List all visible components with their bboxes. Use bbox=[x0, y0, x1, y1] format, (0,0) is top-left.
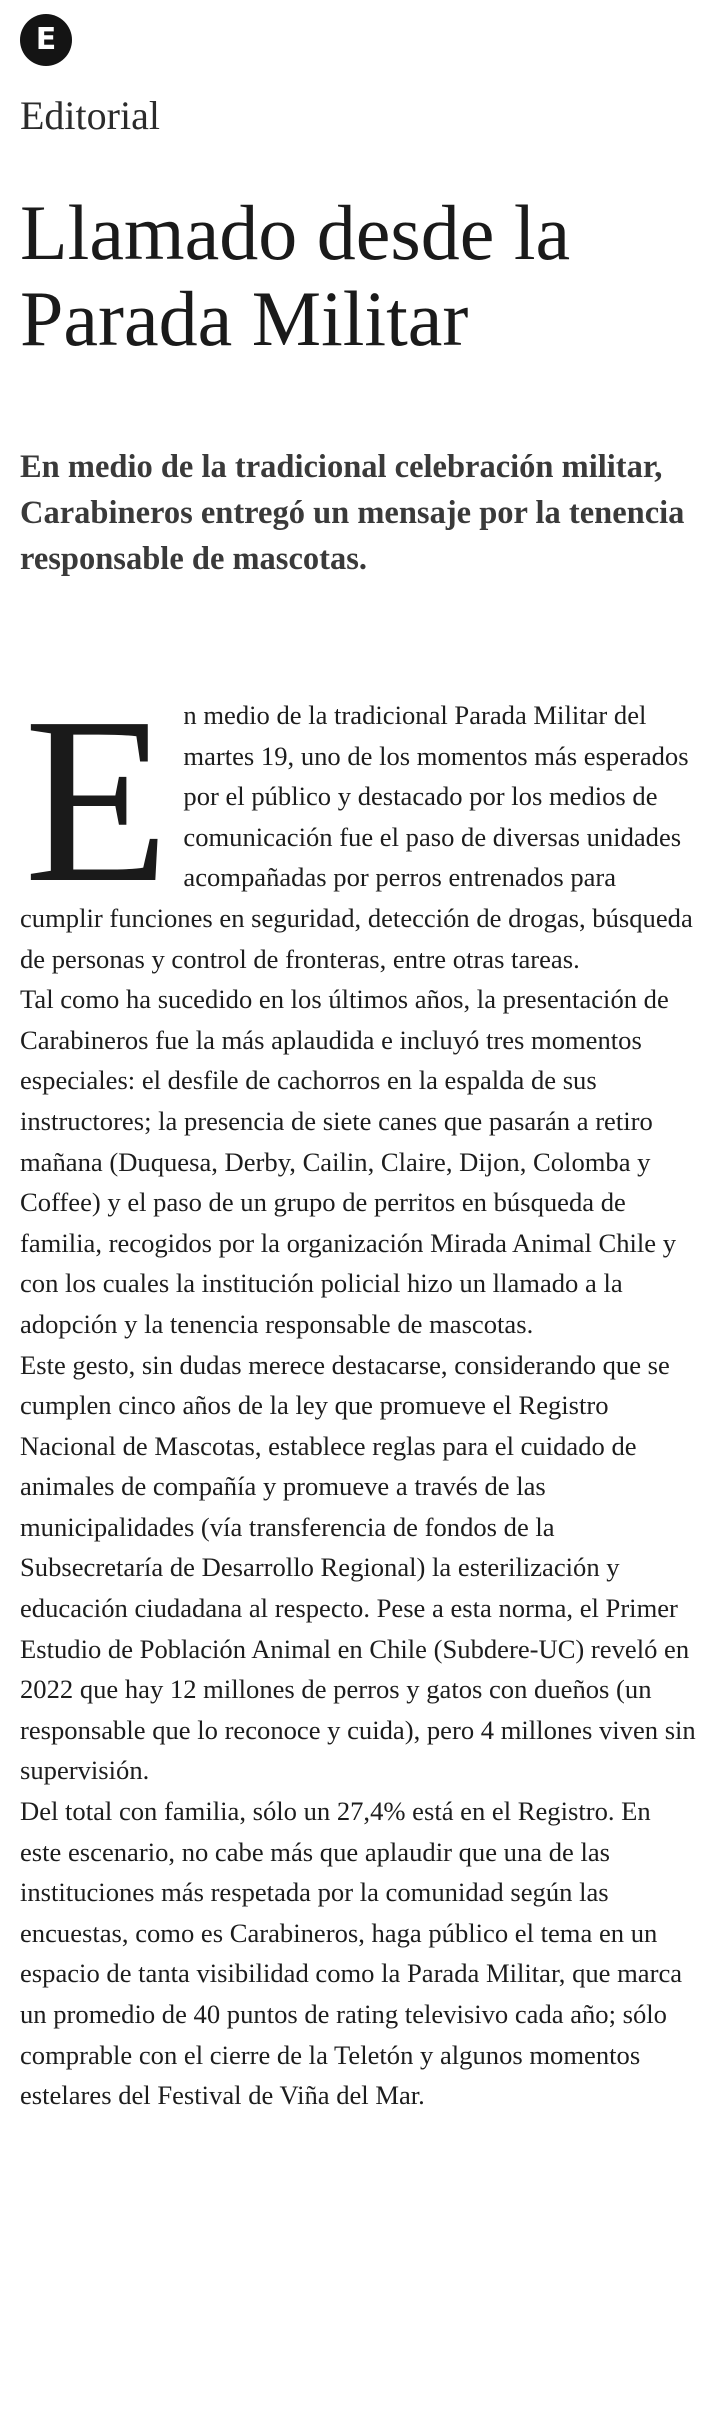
section-label: Editorial bbox=[20, 93, 160, 138]
article-lede: En medio de la tradicional celebración militar, Carabineros entregó un mensaje por la tenencia responsable de mascotas. bbox=[20, 449, 685, 577]
paragraph-3: Este gesto, sin dudas merece destacarse, considerando que se cumplen cinco años de la ley que promueve el Registro Nacional de Mascotas, establece reglas para el cuidado de animales de compañía y promueve a través de las municipalidades (vía transferencia de fondos de la Subsecretaría de Desarrollo Regional) la esterilización y educación ciudadana al respecto. Pese a esta norma, el Primer Estudio de Población Animal en Chile (Subdere-UC) reveló en 2022 que hay 12 millones de perros y gatos con dueños (un responsable que lo reconoce y cuida), pero 4 millones viven sin supervisión. bbox=[20, 1349, 696, 1786]
section-badge bbox=[20, 14, 72, 66]
paragraph-1-text: n medio de la tradicional Parada Militar del martes 19, uno de los momentos más esperados por el público y destacado por los medios de comunicación fue el paso de diversas unidades acompañadas por perros entrenados para cumplir funciones en seguridad, detección de drogas, búsqueda de personas y control de fronteras, entre otras tareas. bbox=[20, 700, 693, 974]
section-badge-letter: E bbox=[35, 22, 57, 57]
drop-cap: E bbox=[24, 669, 170, 932]
paragraph-4: Del total con familia, sólo un 27,4% está en el Registro. En este escenario, no cabe más que aplaudir que una de las instituciones más respetada por la comunidad según las encuestas, como es Carabineros, haga público el tema en un espacio de tanta visibilidad como la Parada Militar, que marca un promedio de 40 puntos de rating televisivo cada año; sólo comprable con el cierre de la Teletón y algunos momentos estelares del Festival de Viña del Mar. bbox=[20, 1796, 683, 2111]
paragraph-2: Tal como ha sucedido en los últimos años, la presentación de Carabineros fue la más aplaudida e incluyó tres momentos especiales: el desfile de cachorros en la espalda de sus instructores; la presencia de siete canes que pasarán a retiro mañana (Duquesa, Derby, Cailin, Claire, Dijon, Colomba y Coffee) y el paso de un grupo de perritos en búsqueda de familia, recogidos por la organización Mirada Animal Chile y con los cuales la institución policial hizo un llamado a la adopción y la tenencia responsable de mascotas. bbox=[20, 984, 677, 1339]
paragraph-1 bbox=[20, 669, 696, 979]
article-title: Llamado desde la Parada Militar bbox=[20, 189, 571, 362]
article-body bbox=[20, 669, 696, 2116]
